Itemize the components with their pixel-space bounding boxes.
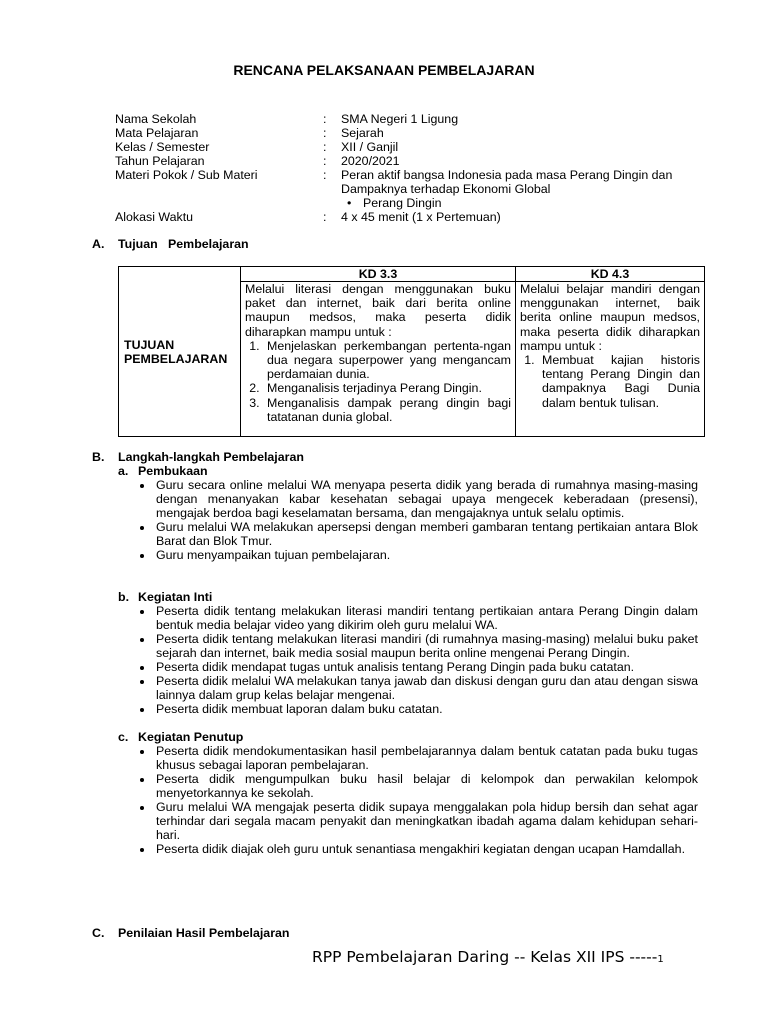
list-item: • Peserta didik tentang melakukan literasi mandiri tentang pertikaian antara Perang Dingin dalam bentuk media belajar video yang dikirim oleh guru melalui WA.: [154, 604, 698, 632]
identity-value: Sejarah: [341, 126, 384, 140]
list-item: • Guru melalui WA mengajak peserta didik supaya menggalakan pola hidup bersih dan sehat agar terhindar dari segala macam penyakit dan meningkatkan ibadah agama dalam kehidupan sehari-hari.: [154, 800, 698, 842]
identity-label: Mata Pelajaran: [115, 126, 199, 140]
opening-list: [118, 478, 698, 562]
opening-block: [118, 464, 698, 562]
list-item: • Peserta didik melalui WA melakukan tanya jawab dan diskusi dengan guru dan atau dengan siswa lainnya dalam grup kelas belajar mengenai.: [154, 674, 698, 702]
section-title: Penilaian Hasil Pembelajaran: [118, 926, 290, 940]
list-item: 3. Menganalisis dampak perang dingin bagi tatatanan dunia global.: [263, 396, 511, 424]
material-sub-item: [341, 196, 715, 210]
identity-value: XII / Ganjil: [341, 140, 399, 154]
identity-row-year: [115, 154, 715, 168]
identity-value: 2020/2021: [341, 154, 400, 168]
identity-label: Nama Sekolah: [115, 112, 197, 126]
closing-heading: [118, 730, 698, 744]
identity-block: [115, 112, 715, 224]
kd43-cell: [516, 282, 705, 437]
identity-label: Materi Pokok / Sub Materi: [115, 168, 258, 182]
identity-label: Alokasi Waktu: [115, 210, 194, 224]
identity-colon: :: [323, 112, 327, 126]
list-item: • Peserta didik diajak oleh guru untuk senantiasa mengakhiri kegiatan dengan ucapan Hamdallah.: [154, 842, 698, 856]
kd33-intro: Melalui literasi dengan menggunakan buku paket dan internet, baik dari berita online maupun medsos, maka peserta didik diharapkan mampu untuk :: [245, 282, 511, 339]
kd43-intro: Melalui belajar mandiri dengan menggunakan internet, baik berita online maupun medsos, maka peserta didik diharapkan mampu untuk :: [520, 282, 700, 353]
list-item: • Peserta didik mengumpulkan buku hasil belajar di kelompok dan perwakilan kelompok menyetorkannya ke sekolah.: [154, 772, 698, 800]
identity-colon: :: [323, 140, 327, 154]
list-item: • Guru menyampaikan tujuan pembelajaran.: [154, 548, 698, 562]
section-b-heading: [92, 450, 304, 464]
sub-letter: a.: [118, 464, 129, 478]
identity-row-class: [115, 140, 715, 154]
closing-block: [118, 730, 698, 856]
list-item: • Peserta didik mendokumentasikan hasil pembelajarannya dalam bentuk catatan pada buku tugas khusus sebagai laporan pembelajaran.: [154, 744, 698, 772]
sub-title: Kegiatan Penutup: [138, 730, 244, 744]
core-block: [118, 590, 698, 716]
objectives-label: TUJUAN PEMBELAJARAN: [119, 267, 241, 437]
section-letter: C.: [92, 926, 105, 940]
identity-row-school: [115, 112, 715, 126]
bullet-icon: •: [347, 196, 352, 210]
opening-heading: [118, 464, 698, 478]
section-title: Tujuan Pembelajaran: [118, 237, 249, 251]
identity-row-subject: [115, 126, 715, 140]
identity-label: Kelas / Semester: [115, 140, 210, 154]
page-footer: [312, 948, 664, 966]
list-item: 1. Membuat kajian historis tentang Perang Dingin dan dampaknya Bagi Dunia dalam bentuk tulisan.: [538, 353, 700, 410]
identity-value: [341, 168, 715, 210]
table-header-row: [119, 267, 705, 282]
footer-text: RPP Pembelajaran Daring -- Kelas XII IPS -----: [312, 948, 658, 966]
section-a-heading: [92, 237, 249, 251]
section-title: Langkah-langkah Pembelajaran: [118, 450, 304, 464]
sub-letter: b.: [118, 590, 130, 604]
list-item: • Peserta didik tentang melakukan literasi mandiri (di rumahnya masing-masing) melalui buku paket sejarah dan internet, baik media sosial maupun berita online mengenai Perang Dingin.: [154, 632, 698, 660]
kd33-cell: [241, 282, 516, 437]
kd43-list: [520, 353, 700, 410]
material-sub-text: Perang Dingin: [363, 196, 442, 210]
list-item: • Peserta didik membuat laporan dalam buku catatan.: [154, 702, 698, 716]
list-item: • Guru secara online melalui WA menyapa peserta didik yang berada di rumahnya masing-masing dengan menanyakan kabar kesehatan sebagai upaya mengecek keberadaan (presensi), mengajak berdoa bagi keselamatan bersama, dan mengajaknya untuk selalu optimis.: [154, 478, 698, 520]
sub-title: Pembukaan: [138, 464, 208, 478]
kd33-header: KD 3.3: [241, 267, 516, 282]
section-letter: A.: [92, 237, 105, 251]
core-heading: [118, 590, 698, 604]
objectives-table: [118, 266, 705, 437]
identity-colon: :: [323, 154, 327, 168]
core-list: [118, 604, 698, 716]
identity-colon: :: [323, 126, 327, 140]
identity-colon: :: [323, 210, 327, 224]
list-item: 2. Menganalisis terjadinya Perang Dingin.: [263, 381, 511, 395]
identity-value: 4 x 45 menit (1 x Pertemuan): [341, 210, 501, 224]
kd43-header: KD 4.3: [516, 267, 705, 282]
identity-colon: :: [323, 168, 327, 182]
document-title: RENCANA PELAKSANAAN PEMBELAJARAN: [233, 62, 535, 78]
material-text: Peran aktif bangsa Indonesia pada masa Perang Dingin dan Dampaknya terhadap Ekonomi Global: [341, 168, 673, 196]
section-letter: B.: [92, 450, 105, 464]
kd33-list: [245, 339, 511, 424]
sub-letter: c.: [118, 730, 129, 744]
page-number: 1: [657, 954, 664, 965]
sub-title: Kegiatan Inti: [138, 590, 213, 604]
identity-label: Tahun Pelajaran: [115, 154, 205, 168]
identity-row-material: [115, 168, 715, 210]
identity-value: SMA Negeri 1 Ligung: [341, 112, 459, 126]
list-item: 1. Menjelaskan perkembangan pertenta-ngan dua negara superpower yang mengancam perdamaian dunia.: [263, 339, 511, 382]
list-item: • Guru melalui WA melakukan apersepsi dengan memberi gambaran tentang pertikaian antara Blok Barat dan Blok Tmur.: [154, 520, 698, 548]
identity-row-time: [115, 210, 715, 224]
section-c-heading: [92, 926, 290, 940]
closing-list: [118, 744, 698, 856]
list-item: • Peserta didik mendapat tugas untuk analisis tentang Perang Dingin pada buku catatan.: [154, 660, 698, 674]
